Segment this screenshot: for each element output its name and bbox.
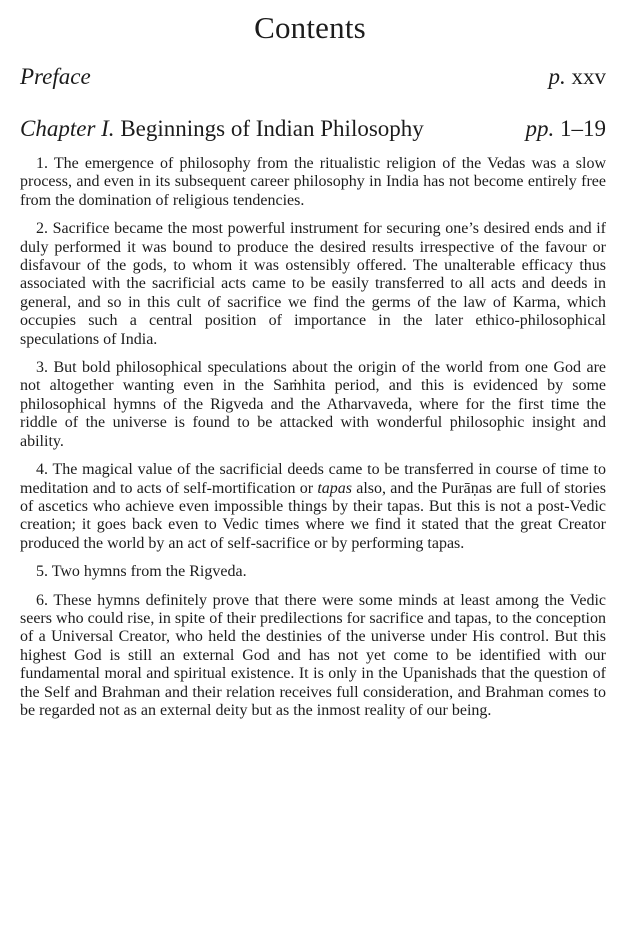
paragraph-number: 5. (36, 563, 48, 581)
paragraph-text: Two hymns from the Rigveda. (51, 563, 247, 581)
chapter-pages: 1–19 (560, 116, 606, 141)
paragraph-number: 4. (36, 461, 48, 479)
chapter-summary (20, 155, 606, 730)
chapter-label: Chapter I. (20, 116, 115, 141)
chapter-heading (20, 112, 606, 146)
paragraph-text-emphasis: tapas (317, 479, 352, 497)
paragraph-number: 3. (36, 359, 48, 377)
paragraph-text: The magical value of the sacrificial deeds came to be transferred in course of time to meditation and to acts of self-mortification or (20, 461, 606, 497)
summary-paragraph-6 (20, 592, 606, 721)
summary-paragraph-5 (20, 563, 606, 581)
preface-page-ref (549, 60, 607, 94)
paragraph-number: 1. (36, 155, 48, 172)
preface-entry (20, 60, 606, 94)
paragraph-text: These hymns definitely prove that there were some minds at least among the Vedic seers who could rise, in spite of their predilections for sacrifice and tapas, to the conception of a Universal Creator, who held the destinies of the universe under His control. But this highest God is still an external God and has not yet come to be identified with our fundamental moral and spiritual existence. It is only in the Upanishads that the question of the Self and Brahman and their relation receives full consideration, and Brahman comes to be regarded not as an external deity but as the inmost reality of our being. (20, 591, 606, 719)
paragraph-text: But bold philosophical speculations about the origin of the world from one God are not altogether wanting even in the Saṁhita period, and this is evidenced by some philosophical hymns of the Rigveda and the Atharvaveda, where for the first time the riddle of the universe is found to be attacked with wonderful philosophic insight and ability. (20, 359, 607, 450)
paragraph-text: The emergence of philosophy from the ritualistic religion of the Vedas was a slow process, and even in its subsequent career philosophy in India has not become entirely free from the domination of religious tendencies. (20, 155, 606, 209)
preface-label: Preface (20, 64, 91, 89)
paragraph-text: also, and the Purāṇas are full of stories of ascetics who achieve even impossible things by their tapas. But this is not a post-Vedic creation; it goes back even to Vedic times where we find it stated that the great Creator produced the world by an act of self-sacrifice or by performing tapas. (20, 479, 607, 552)
summary-paragraph-3 (20, 359, 606, 451)
summary-paragraph-2 (20, 220, 606, 349)
paragraph-text: Sacrifice became the most powerful instrument for securing one’s desired ends and if duly performed it was bound to produce the desired results irrespective of the favour or disfavour of the gods, to whom it was ostensibly offered. The unalterable efficacy thus associated with the sacrificial acts came to be easily transferred to all acts and deeds in general, and so in this cult of sacrifice we find the germs of the law of Karma, which occupies such a central position of importance in the later ethico-philosophical speculations of India. (20, 220, 607, 348)
summary-paragraph-4 (20, 461, 606, 553)
preface-page-number: xxv (571, 64, 606, 89)
summary-paragraph-1 (20, 155, 606, 210)
chapter-page-range (526, 112, 607, 146)
paragraph-number: 6. (36, 591, 48, 609)
paragraph-number: 2. (36, 220, 48, 238)
chapter-title: Beginnings of Indian Philosophy (120, 116, 424, 141)
preface-page-prefix: p. (548, 64, 566, 89)
page-title: Contents (254, 10, 366, 45)
chapter-pages-prefix: pp. (525, 116, 555, 141)
